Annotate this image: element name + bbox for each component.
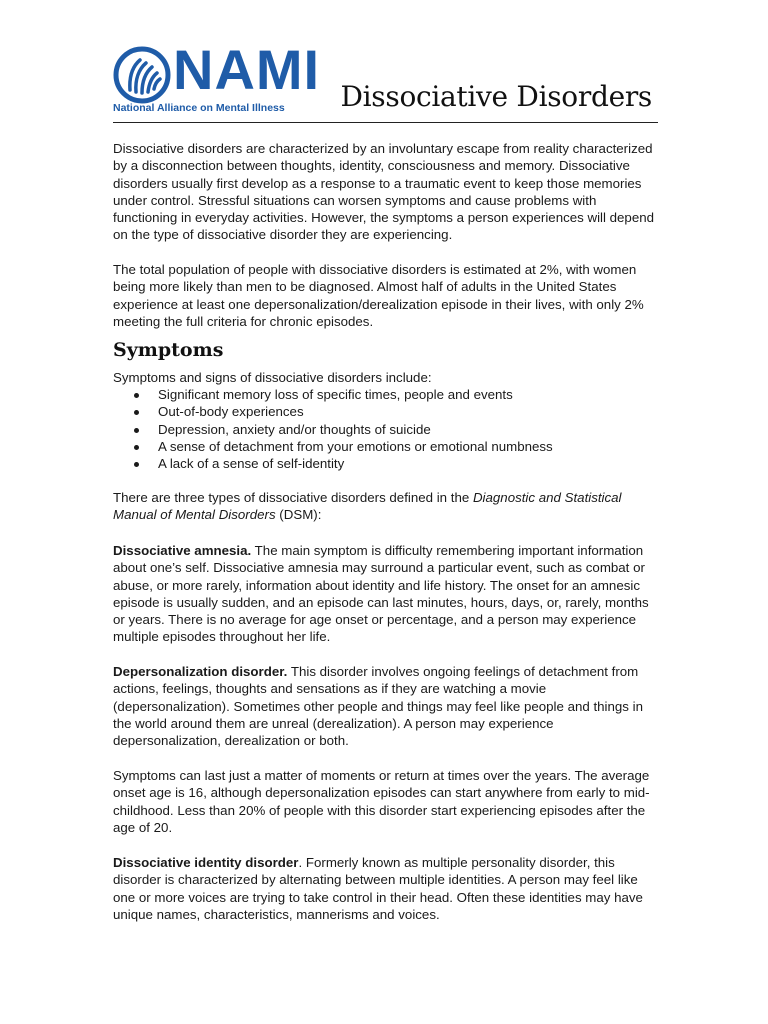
depersonalization-paragraph: [113, 663, 658, 749]
amnesia-term: Dissociative amnesia.: [113, 543, 252, 558]
did-text: . Formerly known as multiple personality disorder, this disorder is characterized by alternating between multiple identities. A person may feel like one or more voices are trying to take control in their head. Often these identities may have unique names, characteristics, mannerisms and voices.: [113, 855, 643, 922]
bullet-icon: [134, 410, 139, 415]
depersonalization-term: Depersonalization disorder.: [113, 664, 288, 679]
onset-paragraph: Symptoms can last just a matter of moments or return at times over the years. The average onset age is 16, although depersonalization episodes can start anywhere from early to mid-childhood. Less than 20% of people with this disorder start experiencing episodes after the age of 20.: [113, 768, 650, 835]
dsm-title: Diagnostic and Statistical Manual of Mental Disorders: [113, 490, 622, 523]
symptoms-heading: Symptoms: [113, 339, 224, 361]
list-item-text: A sense of detachment from your emotions or emotional numbness: [158, 438, 553, 454]
amnesia-text: The main symptom is difficulty remembering important information about one’s self. Dissociative amnesia may surround a particular event, such as combat or abuse, or more rarely, information about identity and life history. The onset for an amnesic episode is usually sudden, and an episode can last minutes, hours, days, or, rarely, months or years. There is no average for age onset or percentage, and a person may experience multiple episodes throughout her life.: [113, 543, 649, 645]
types-text-after: (DSM):: [275, 507, 322, 523]
nami-swirl-icon: [113, 46, 171, 104]
list-item-text: Depression, anxiety and/or thoughts of suicide: [158, 421, 431, 437]
list-item-text: Out-of-body experiences: [158, 404, 304, 420]
document-title: Dissociative Disorders: [340, 80, 652, 113]
list-item: [113, 438, 658, 455]
list-item: [113, 386, 658, 403]
bullet-icon: [134, 445, 139, 450]
symptoms-list: [113, 386, 658, 472]
nami-logo: [113, 38, 321, 116]
list-item: [113, 455, 658, 472]
intro-paragraph: Dissociative disorders are characterized by an involuntary escape from reality characterized by a disconnection between thoughts, identity, consciousness and memory. Dissociative disorders usually first develop as a response to a traumatic event to keep those memories under control. Stressful situations can worsen symptoms and cause problems with functioning in everyday activities. However, the symptoms a person experiences will depend on the type of dissociative disorder they are experiencing.: [113, 141, 655, 243]
bullet-icon: [134, 393, 139, 398]
types-text-before: There are three types of dissociative disorders defined in the: [113, 490, 473, 505]
document-page: [113, 38, 658, 922]
list-item-text: Significant memory loss of specific times, people and events: [158, 387, 513, 402]
logo-wordmark: NAMI: [173, 38, 321, 101]
population-paragraph: The total population of people with dissociative disorders is estimated at 2%, with women being more likely than men to be diagnosed. Almost half of adults in the United States experience at least one depersonalization/derealization episode in their lives, with only 2% meeting the full criteria for chronic episodes.: [113, 262, 644, 329]
amnesia-paragraph: [113, 542, 658, 646]
list-item-text: A lack of a sense of self-identity: [158, 456, 345, 472]
did-paragraph: [113, 854, 658, 923]
bullet-icon: [134, 462, 139, 467]
depersonalization-text: This disorder involves ongoing feelings of detachment from actions, feelings, thoughts and sensations as if they are watching a movie (depersonalization). Sometimes other people and things may feel like people and things in the world around them are unreal (derealization). A person may experience depersonalization, derealization or both.: [113, 664, 643, 749]
list-item: [113, 403, 658, 420]
logo-tagline: National Alliance on Mental Illness: [113, 102, 285, 114]
symptoms-intro: Symptoms and signs of dissociative disorders include:: [113, 370, 432, 385]
types-paragraph: [113, 489, 658, 524]
document-header: [113, 38, 658, 123]
list-item: [113, 421, 658, 438]
did-term: Dissociative identity disorder: [113, 855, 299, 870]
bullet-icon: [134, 428, 139, 433]
